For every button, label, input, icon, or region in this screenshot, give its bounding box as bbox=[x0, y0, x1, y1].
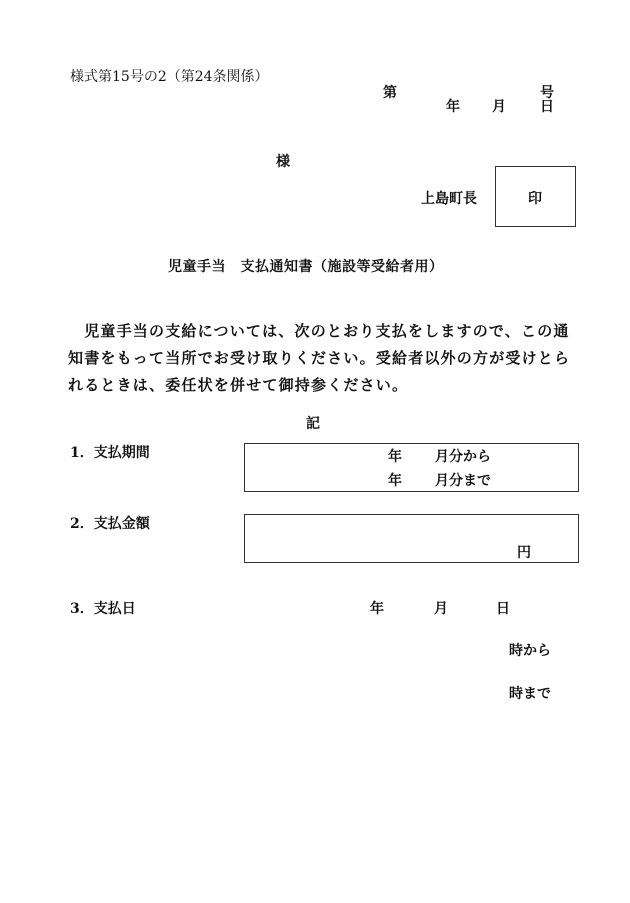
issue-date-year: 年 bbox=[446, 99, 460, 115]
period-from-year: 年 bbox=[388, 449, 402, 465]
period-to-year: 年 bbox=[388, 473, 402, 489]
body-paragraph bbox=[68, 318, 571, 399]
doc-number-suffix: 号 bbox=[540, 85, 554, 101]
payment-date-year: 年 bbox=[370, 601, 384, 617]
issuer-title: 上島町長 bbox=[421, 191, 477, 207]
addressee-honorific: 様 bbox=[276, 154, 290, 170]
document-title: 児童手当 支払通知書（施設等受給者用） bbox=[168, 259, 444, 275]
payment-amount-label: 2．支払金額 bbox=[70, 516, 150, 532]
seal-box bbox=[495, 166, 576, 227]
body-line: 児童手当の支給については、次のとおり支払をしますので、この通 bbox=[68, 322, 570, 340]
payment-date-month: 月 bbox=[434, 601, 448, 617]
payment-time-from: 時から bbox=[509, 643, 551, 659]
body-line: 知書をもって当所でお受け取りください。受給者以外の方が受けとら bbox=[68, 349, 571, 367]
payment-period-label: 1．支払期間 bbox=[70, 445, 150, 461]
payment-period-box bbox=[244, 443, 579, 492]
payment-amount-box bbox=[244, 514, 579, 563]
seal-label: 印 bbox=[528, 191, 542, 207]
issue-date-day: 日 bbox=[540, 99, 554, 115]
body-line: れるときは、委任状を併せて御持参ください。 bbox=[68, 376, 409, 394]
issue-date-month: 月 bbox=[492, 99, 506, 115]
period-from-text: 月分から bbox=[435, 449, 491, 465]
form-number: 様式第15号の2（第24条関係） bbox=[70, 69, 269, 85]
doc-number-prefix: 第 bbox=[383, 85, 397, 101]
amount-unit: 円 bbox=[517, 545, 531, 561]
ki-marker: 記 bbox=[306, 416, 320, 432]
period-to-text: 月分まで bbox=[435, 473, 491, 489]
payment-time-to: 時まで bbox=[509, 686, 551, 702]
payment-date-label: 3．支払日 bbox=[70, 601, 136, 617]
payment-date-day: 日 bbox=[496, 601, 510, 617]
